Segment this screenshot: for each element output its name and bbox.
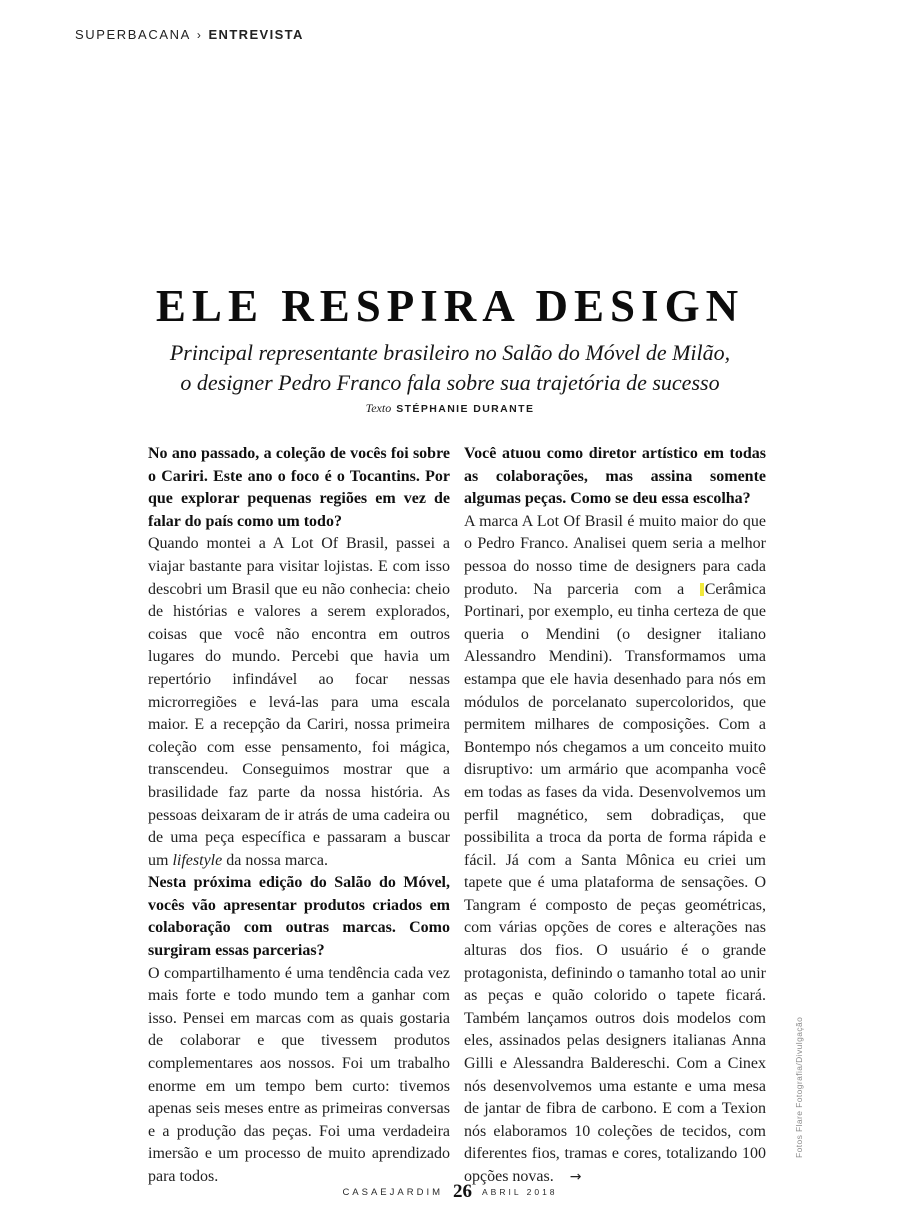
photo-credit: Fotos Flare Fotografia/Divulgação [794, 1016, 804, 1158]
interview-question [148, 443, 450, 533]
highlight-mark [700, 583, 704, 596]
text-run: O compartilhamento é uma tendência cada vez mais forte e todo mundo tem a ganhar com isso. Pensei em marcas com as quais gostaria de colaborar e que tivessem produtos complementares aos nossos. Foi um trabalho enorme em um tempo bem curto: tivemos apenas seis meses entre as primeiras conversas e a produção das peças. Foi uma verdadeira imersão e um processo de muito aprendizado para todos. [148, 964, 450, 1185]
interview-answer [148, 963, 450, 1189]
text-run: A marca A Lot Of Brasil é muito maior do que o Pedro Franco. Analisei quem seria a melhor pessoa do nosso time de designers para cada produto. Na parceria com a [464, 512, 766, 598]
article-column-right [464, 443, 766, 1189]
interview-answer [148, 533, 450, 872]
section-kicker [75, 27, 304, 42]
text-run: lifestyle [172, 851, 223, 869]
text-run: Cerâmica Portinari, por exemplo, eu tinha certeza de que queria o Mendini (o designer italiano Alessandro Mendini). Transformamos uma estampa que ele havia desenhado para nós em módulos de porcelanato supercoloridos, que permitem milhares de composições. Com a Bontempo nós chegamos a um conceito muito disruptivo: um armário que acompanha você em todas as fases da vida. Desenvolvemos um perfil magnético, sem dobradiças, que possibilita a troca da porta de forma rápida e fácil. Já com a Santa Mônica eu criei um tapete que é uma plataforma de sensações. O Tangram é composto de peças geométricas, com várias opções de cores e alterações nas alturas dos fios. O usuário é o grande protagonista, definindo o tamanho total ao unir as peças e quão colorido o tapete ficará. Também lançamos outros dois modelos com eles, assinados pelas designers italianas Anna Gilli e Alessandra Baldereschi. Com a Cinex nós desenvolvemos uma estante e uma mesa de jantar de fibra de carbono. E com a Texion nós elaboramos 10 coleções de tecidos, com diferentes fios, tramas e cores, totalizando 100 opções novas. [464, 580, 766, 1185]
text-run: Quando montei a A Lot Of Brasil, passei a viajar bastante para visitar lojistas. E com isso descobri um Brasil que eu não conhecia: cheio de histórias e valores a serem explorados, coisas que você não encontra em outros lugares do mundo. Percebi que havia um repertório infindável ao focar nessas microrregiões e levá-las para uma escala maior. E a recepção da Cariri, nossa primeira coleção com esse pensamento, foi mágica, transcendeu. Conseguimos mostrar que a brasilidade faz parte da nossa história. As pessoas deixaram de ir atrás de uma cadeira ou de uma peça específica e passaram a buscar um [148, 535, 450, 869]
byline-label: Texto [365, 401, 392, 415]
page-folio [0, 1181, 900, 1203]
folio-magazine-name: CASAEJARDIM [342, 1187, 444, 1198]
kicker-section-label: SUPERBACANA [75, 27, 191, 42]
folio-date: ABRIL 2018 [482, 1187, 558, 1197]
continuation-arrow: → [569, 1169, 582, 1185]
text-run: da nossa marca. [222, 851, 328, 869]
article-deck [0, 338, 900, 398]
interview-question [148, 872, 450, 962]
deck-line-2: o designer Pedro Franco fala sobre sua trajetória de sucesso [180, 370, 720, 395]
text-run: Você atuou como diretor artístico em todas as colaborações, mas assina somente algumas peças. Como se deu essa escolha? [464, 445, 766, 508]
text-run: Nesta próxima edição do Salão do Móvel, vocês vão apresentar produtos criados em colaboração com outras marcas. Como surgiram essas parcerias? [148, 874, 450, 960]
article-column-left [148, 443, 450, 1189]
interview-answer [464, 511, 766, 1189]
text-run: No ano passado, a coleção de vocês foi sobre o Cariri. Este ano o foco é o Tocantins. Por que explorar pequenas regiões em vez de falar do país como um todo? [148, 445, 450, 530]
interview-question [464, 443, 766, 511]
article-body [148, 443, 766, 1189]
byline-author: STÉPHANIE DURANTE [396, 403, 535, 415]
folio-page-number: 26 [453, 1181, 473, 1202]
article-headline: ELE RESPIRA DESIGN [155, 281, 745, 331]
kicker-separator: › [196, 28, 203, 42]
kicker-subsection-label: ENTREVISTA [208, 27, 304, 42]
deck-line-1: Principal representante brasileiro no Salão do Móvel de Milão, [169, 340, 731, 365]
byline [0, 401, 900, 416]
